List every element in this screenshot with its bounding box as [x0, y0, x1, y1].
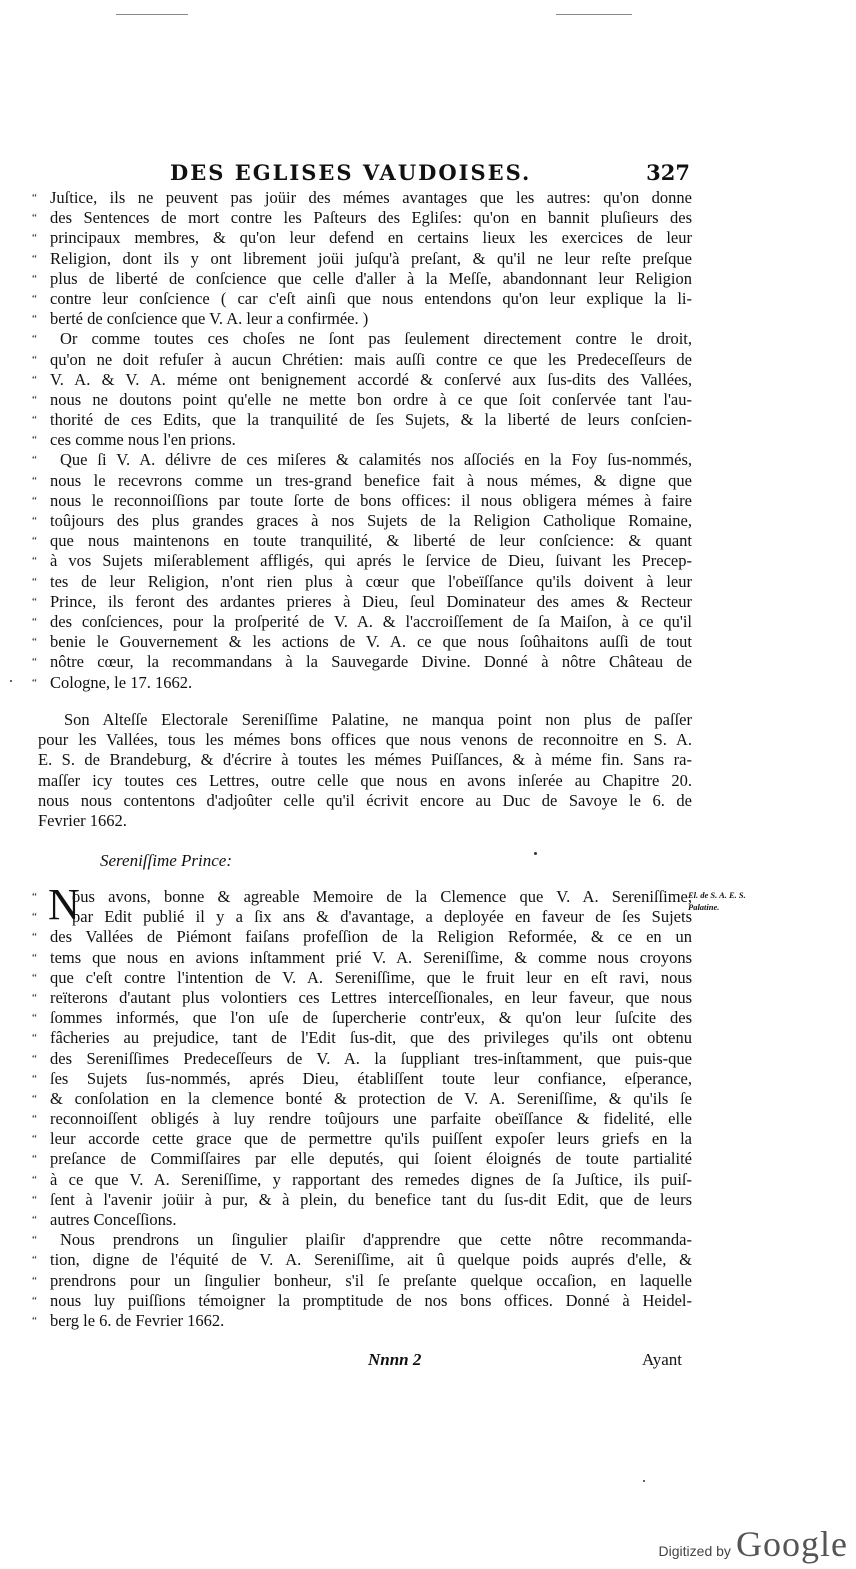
line-text: Prince, ils feront des ardantes prieres à Dieu, ſeul Dominateur des ames & Recteur [50, 591, 692, 611]
text-line [32, 491, 692, 511]
quotation-mark: “ [32, 212, 37, 225]
text-line [32, 791, 692, 811]
text-line [32, 471, 692, 491]
line-text: & conſolation en la clemence bonté & protection de V. A. Sereniſſime, & qu'ils ſe [50, 1088, 692, 1108]
line-text: V. A. & V. A. méme ont benignement accordé & conſervé aux ſus-dits des Vallées, [50, 369, 692, 389]
quotation-mark: “ [32, 1214, 37, 1226]
text-line [32, 309, 692, 329]
stray-dot [643, 1480, 645, 1482]
quotation-mark: “ [32, 252, 37, 265]
line-text: nous luy puiſſions témoigner la promptitude de nos bons offices. Donné à Heidel- [50, 1290, 692, 1310]
text-line [32, 430, 692, 450]
quotation-mark: “ [32, 615, 37, 628]
google-logo: Google [736, 1524, 848, 1564]
line-text: des Vallées de Piémont faiſans profeſſion de la Religion Reformée, & ce en un [50, 927, 692, 947]
line-text: Nous prendrons un ſingulier plaiſir d'apprendre que cette nôtre recommanda- [60, 1230, 692, 1250]
text-line [32, 390, 692, 410]
text-line [32, 1049, 692, 1069]
line-text: prendrons pour un ſingulier bonheur, s'il ſe preſante quelque occaſion, en laquelle [50, 1270, 692, 1290]
line-text: Fevrier 1662. [38, 810, 127, 830]
text-line [32, 1190, 692, 1210]
line-text: fâcheries au prejudice, tant de l'Edit ſus-dit, que des privileges qu'ils ont obtenu [50, 1028, 692, 1048]
text-line [32, 1230, 692, 1250]
quotation-mark: “ [32, 1254, 37, 1267]
text-line [32, 1129, 692, 1149]
line-text: nous ne doutons point qu'elle ne mette bon ordre à ce que ſoit conſervée tant l'au- [50, 389, 692, 409]
quotation-mark: “ [32, 393, 37, 406]
text-line [32, 228, 692, 248]
quotation-mark: “ [32, 891, 37, 903]
text-line [32, 927, 692, 947]
text-line [32, 1028, 692, 1048]
text-line [32, 1008, 692, 1028]
quotation-mark: “ [32, 1133, 37, 1146]
signature-mark: Nnnn 2 [368, 1350, 422, 1369]
text-line [32, 1109, 692, 1129]
text-line [32, 511, 692, 531]
line-text: preſance de Commiſſaires par elle deputés, qui ſoient éloignés de toute partialité [50, 1149, 692, 1169]
text-line [32, 968, 692, 988]
text-line [32, 1089, 692, 1109]
text-line [32, 907, 692, 927]
quotation-mark: “ [32, 1092, 37, 1105]
quotation-mark: “ [32, 1052, 37, 1065]
text-line [32, 370, 692, 390]
line-text: des Sentences de mort contre les Paſteurs des Egliſes: qu'on en bannit pluſieurs des [50, 208, 692, 228]
text-line [32, 1271, 692, 1291]
quotation-mark: “ [32, 931, 37, 944]
line-text: toûjours des plus grandes graces à nos Sujets de la Religion Catholique Romaine, [50, 511, 692, 530]
quotation-mark: “ [32, 575, 37, 588]
text-line [32, 612, 692, 632]
stray-dot [10, 680, 12, 682]
text-line [32, 572, 692, 592]
quotation-mark: “ [32, 1173, 37, 1186]
text-line [32, 1170, 692, 1190]
text-line [32, 1069, 692, 1089]
line-text: ous avons, bonne & agreable Memoire de la Clemence que V. A. Sereniſſime, [72, 887, 692, 906]
quotation-mark: “ [32, 454, 37, 467]
drop-cap: N [48, 880, 80, 929]
line-text: ſes Sujets ſus-nommés, aprés Dieu, établiſſent toute leur confiance, eſperance, [50, 1068, 692, 1088]
text-line [32, 249, 692, 269]
margin-note: El. de S. A. E. S. Palatine. [688, 890, 746, 912]
quotation-mark: “ [32, 1153, 37, 1166]
quotation-mark: “ [32, 192, 37, 204]
quotation-mark: “ [32, 951, 37, 964]
line-text: ſent à l'avenir joüir à pur, & à plein, du benefice tant du ſus-dit Edit, que de leurs [50, 1189, 692, 1209]
quotation-mark: “ [32, 636, 37, 649]
line-text: que c'eſt contre l'intention de V. A. Sereniſſime, que le fruit leur en eſt ravi, nous [50, 967, 692, 987]
quotation-mark: “ [32, 292, 37, 305]
catchword: Ayant [642, 1350, 682, 1369]
text-line [32, 551, 692, 571]
text-line [32, 948, 692, 968]
line-text: Religion, dont ils y ont librement joüi juſqu'à preſant, & qu'il ne leur reſte preſque [50, 248, 692, 268]
line-text: Or comme toutes ces choſes ne ſont pas ſeulement directement contre le droit, [60, 329, 692, 349]
line-text: tion, digne de l'équité de V. A. Sereniſſime, ait û quelque poids auprés d'elle, & [50, 1250, 692, 1270]
line-text: Cologne, le 17. 1662. [50, 672, 193, 692]
text-line [32, 710, 692, 730]
line-text: par Edit publié il y a ſix ans & d'avantage, a deployée en faveur de ſes Sujets [72, 907, 692, 927]
quotation-mark: “ [32, 333, 37, 346]
line-text: des Sereniſſimes Predeceſſeurs de V. A. la ſuppliant tres-inſtamment, que puis-que [50, 1048, 692, 1068]
text-line [32, 652, 692, 672]
line-text: Que ſi V. A. délivre de ces miſeres & calamités nos aſſociés en la Foy ſus-nommés, [60, 450, 692, 470]
text-line [32, 350, 692, 370]
quotation-mark: “ [32, 1012, 37, 1025]
text-line [32, 1311, 692, 1331]
quotation-mark: “ [32, 494, 37, 507]
text-line [32, 811, 692, 831]
line-text: tes de leur Religion, n'ont rien plus à cœur que l'obeïſſance qu'ils doivent à leur [50, 571, 692, 591]
text-line [32, 887, 692, 907]
text-line [32, 531, 692, 551]
line-text: qu'on ne doit refuſer à aucun Chrétien: mais auſſi contre ce que les Predeceſſeurs de [50, 349, 692, 369]
text-line [32, 771, 692, 791]
stray-dot [534, 852, 537, 855]
top-rule-left [116, 14, 188, 15]
line-text: maſſer icy toutes ces Lettres, outre celle que nous en avons inſerée au Chapitre 20. [38, 770, 692, 790]
quotation-mark: “ [32, 535, 37, 548]
line-text: plus de liberté de conſcience que celle d'aller à la Meſſe, abandonnant leur Religion [50, 268, 692, 288]
text-line [32, 673, 692, 693]
text-line [32, 1291, 692, 1311]
line-text: que nous maintenons en toute tranquilité, & liberté de leur conſcience: & quant [50, 531, 692, 551]
line-text: thorité de ces Edits, que la tranquilité de ſes Sujets, & la liberté de leurs conſcien- [50, 410, 692, 430]
quotation-mark: “ [32, 595, 37, 608]
quotation-mark: “ [32, 1193, 37, 1206]
text-line [32, 1250, 692, 1270]
text-line [32, 730, 692, 750]
letter-block-1 [32, 188, 692, 693]
line-text: des conſciences, pour la proſperité de V. A. & l'accroiſſement de ſa Maiſon, à ce qu'il [50, 611, 692, 631]
line-text: nous le recevrons comme un tres-grand benefice fait à nous mémes, & digne que [50, 470, 692, 490]
text-line [32, 289, 692, 309]
quotation-mark: “ [32, 474, 37, 487]
line-text: leur accorde cette grace que de permettre qu'ils puiſſent expoſer leurs griefs en la [50, 1129, 692, 1149]
line-text: nous nous contentons d'adjoûter celle qu'il écrivit encore au Duc de Savoye le 6. de [38, 790, 692, 810]
line-text: à vos Sujets miſerablement affligés, qui aprés le ſervice de Dieu, ſuivant les Precep- [50, 551, 692, 571]
quotation-mark: “ [32, 515, 37, 527]
digitized-by-watermark [659, 1523, 848, 1563]
running-title: DES EGLISES VAUDOISES. [170, 160, 532, 185]
text-line [32, 988, 692, 1008]
line-text: autres Conceſſions. [50, 1210, 177, 1229]
narrative-paragraph [32, 710, 692, 831]
text-line [32, 1210, 692, 1230]
line-text: ces comme nous l'en prions. [50, 430, 236, 450]
text-line [32, 592, 692, 612]
quotation-mark: “ [32, 373, 37, 386]
text-line [32, 750, 692, 770]
quotation-mark: “ [32, 1113, 37, 1126]
page-number: 327 [646, 160, 690, 185]
digitized-by-label: Digitized by [658, 1543, 731, 1559]
line-text: pour les Vallées, tous les mémes bons offices que nous venons de reconnoitre en S. A. [38, 730, 692, 750]
quotation-mark: “ [32, 1274, 37, 1287]
letter-block-2 [32, 880, 692, 1331]
quotation-mark: “ [32, 353, 37, 366]
line-text: reïterons d'autant plus volontiers ces Lettres interceſſionales, en leur faveur, que nous [50, 987, 692, 1007]
line-text: nôtre cœur, la recommandans à la Sauvegarde Divine. Donné à nôtre Château de [50, 652, 692, 672]
top-rule-right [556, 14, 632, 15]
text-line [32, 208, 692, 228]
text-line [32, 188, 692, 208]
quotation-mark: “ [32, 1314, 37, 1327]
quotation-mark: “ [32, 414, 37, 427]
text-line [32, 410, 692, 430]
line-text: berté de conſcience que V. A. leur a confirmée. ) [50, 309, 369, 329]
text-line [32, 632, 692, 652]
line-text: E. S. de Brandeburg, & d'écrire à toutes les mémes Puiſſances, & à méme fin. Sans ra- [38, 750, 692, 770]
text-line [32, 1149, 692, 1169]
running-header [0, 160, 856, 186]
text-line [32, 269, 692, 289]
line-text: tems que nous en avions inſtamment prié V. A. Sereniſſime, & comme nous croyons [50, 947, 692, 967]
quotation-mark: “ [32, 991, 37, 1004]
quotation-mark: “ [32, 911, 37, 924]
quotation-mark: “ [32, 313, 37, 326]
quotation-mark: “ [32, 555, 37, 568]
quotation-mark: “ [32, 434, 37, 447]
quotation-mark: “ [32, 676, 37, 689]
text-line [32, 450, 692, 470]
quotation-mark: “ [32, 1072, 37, 1085]
line-text: berg le 6. de Fevrier 1662. [50, 1310, 225, 1330]
quotation-mark: “ [32, 1294, 37, 1307]
quotation-mark: “ [32, 1234, 37, 1247]
line-text: Son Alteſſe Electorale Sereniſſime Palatine, ne manqua point non plus de paſſer [64, 710, 692, 729]
line-text: à ce que V. A. Sereniſſime, y rapportant des remedes dignes de ſa Juſtice, ils puiſ- [50, 1169, 692, 1189]
quotation-mark: “ [32, 971, 37, 984]
line-text: contre leur conſcience ( car c'eſt ainſi que nous entendons qu'on leur explique la li- [50, 288, 692, 308]
line-text: Juſtice, ils ne peuvent pas joüir des mémes avantages que les autres: qu'on donne [50, 188, 692, 207]
quotation-mark: “ [32, 1032, 37, 1045]
line-text: reconnoiſſent obligés à luy rendre toûjours une parfaite obeïſſance & fidelité, elle [50, 1109, 692, 1129]
quotation-mark: “ [32, 272, 37, 285]
quotation-mark: “ [32, 656, 37, 669]
salutation: Sereniſſime Prince: [100, 851, 233, 870]
text-line [32, 329, 692, 349]
line-text: ſommes informés, que l'on uſe de ſupercherie contr'eux, & qu'on leur ſuſcite des [50, 1008, 692, 1028]
line-text: nous le reconnoiſſions par toute ſorte de bons offices: il nous obligera mémes à faire [50, 490, 692, 510]
line-text: principaux membres, & qu'on leur defend en certains lieux les exercices de leur [50, 228, 692, 248]
line-text: benie le Gouvernement & les actions de V. A. ce que nous ſoûhaitons auſſi de tout [50, 632, 692, 652]
quotation-mark: “ [32, 232, 37, 245]
